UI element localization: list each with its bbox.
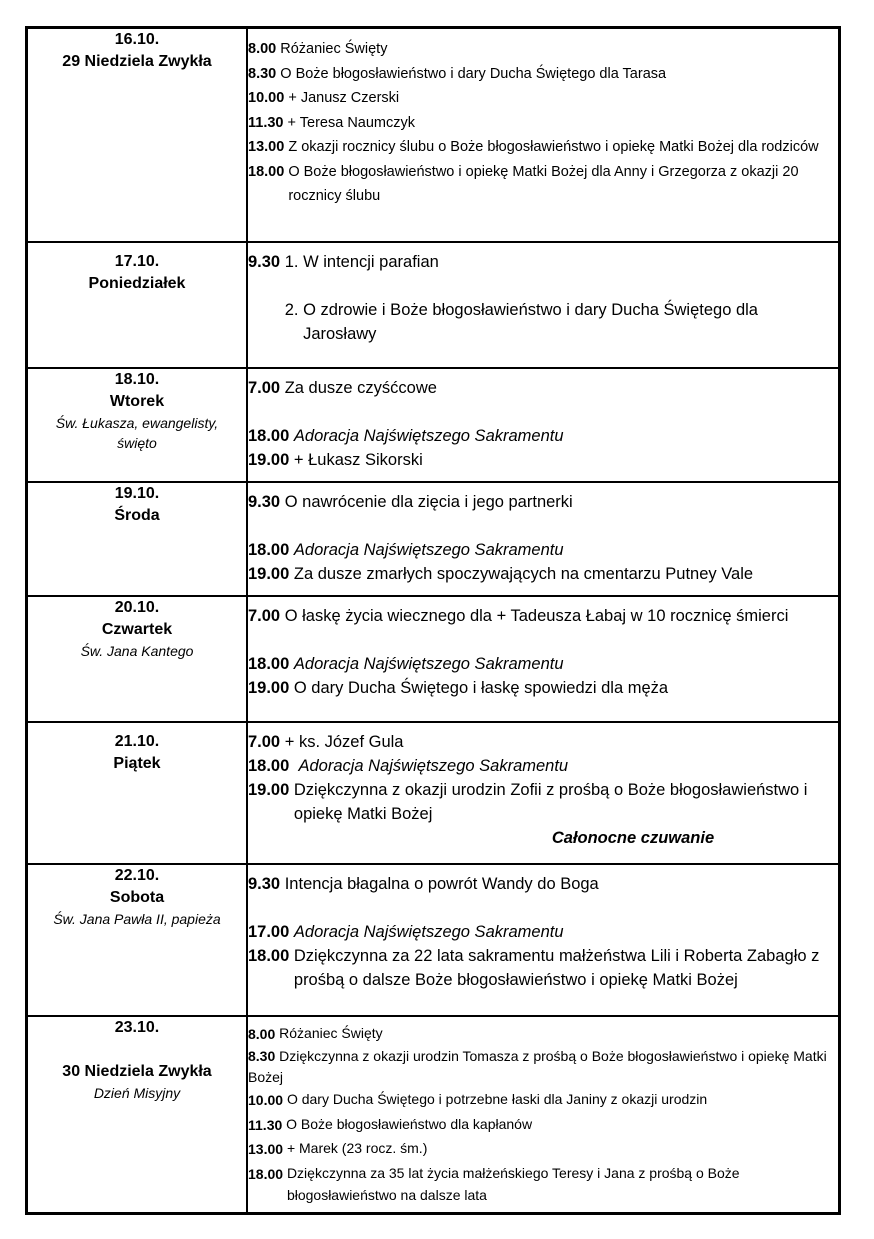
mass-intention: Dziękczynna z okazji urodzin Zofii z prośbą o Boże błogosławieństwo i opiekę Matki Bożej <box>293 780 808 823</box>
mass-intention: Różaniec Święty <box>280 41 388 57</box>
mass-entry <box>248 920 838 944</box>
mass-entry <box>248 538 838 562</box>
mass-time: 18.00 <box>248 540 290 559</box>
mass-intention: Adoracja Najświętszego Sakramentu <box>293 654 564 673</box>
mass-entry <box>248 1162 838 1206</box>
mass-list <box>247 864 840 1016</box>
day-name: 29 Niedziela Zwykła <box>62 53 212 70</box>
mass-entry <box>248 778 838 826</box>
mass-time: 18.00 <box>248 1165 284 1182</box>
mass-time: 19.00 <box>248 450 290 469</box>
day-row <box>27 368 840 482</box>
feast-name: Św. Łukasza, ewangelisty, święto <box>55 414 219 451</box>
mass-entry <box>248 448 838 472</box>
day-row <box>27 28 840 242</box>
day-cell <box>27 596 248 722</box>
mass-time: 18.00 <box>248 654 290 673</box>
mass-schedule-table <box>25 26 841 1215</box>
mass-entry <box>248 135 838 160</box>
mass-intention: Dziękczynna za 22 lata sakramentu małżeństwa Lili i Roberta Zabagło z prośbą o dalsze Boże błogosławieństwo i opiekę Matki Bożej <box>293 946 820 989</box>
mass-time: 7.00 <box>248 378 281 397</box>
mass-time: 13.00 <box>248 1141 284 1157</box>
mass-intention: + Teresa Naumczyk <box>287 114 415 131</box>
mass-intention: O dary Ducha Świętego i łaskę spowiedzi dla męża <box>293 678 669 697</box>
mass-intention: O łaskę życia wiecznego dla + Tadeusza Łabaj w 10 rocznicę śmierci <box>284 606 789 625</box>
numbered-intention <box>285 250 838 274</box>
mass-list <box>247 596 840 722</box>
mass-entry <box>248 730 838 754</box>
mass-intention: Intencja błagalna o powrót Wandy do Boga <box>284 874 599 893</box>
item-number: 2. <box>284 300 299 319</box>
mass-time: 11.30 <box>248 1116 283 1133</box>
day-cell <box>27 242 248 368</box>
day-cell <box>27 864 248 1016</box>
mass-intention: W intencji parafian <box>303 252 439 271</box>
mass-entry <box>248 1088 838 1113</box>
mass-intention: O nawrócenie dla zięcia i jego partnerki <box>284 492 573 511</box>
day-name: Sobota <box>109 888 165 906</box>
mass-time: 18.00 <box>248 426 290 445</box>
mass-time: 13.00 <box>248 139 285 155</box>
mass-entry <box>248 62 838 87</box>
mass-intention: Dziękczynna za 35 lat życia małżeńskiego Teresy i Jana z prośbą o Boże błogosławieństwo na dalsze lata <box>286 1164 740 1203</box>
day-date: 16.10. <box>114 31 160 48</box>
vigil-note: Całonocne czuwanie <box>551 828 715 847</box>
day-name: Środa <box>114 506 160 524</box>
day-row <box>27 596 840 722</box>
mass-intention: Adoracja Najświętszego Sakramentu <box>293 426 564 445</box>
mass-list <box>247 28 840 242</box>
feast-name: Św. Jana Kantego <box>80 642 194 659</box>
mass-time: 8.00 <box>248 1025 276 1042</box>
day-cell <box>27 722 248 864</box>
day-row <box>27 242 840 368</box>
mass-time: 9.30 <box>248 492 281 511</box>
mass-entry <box>248 424 838 448</box>
feast-name: Dzień Misyjny <box>93 1084 181 1101</box>
mass-intention: O Boże błogosławieństwo i dary Ducha Świętego dla Tarasa <box>280 65 667 82</box>
mass-entry <box>248 676 838 700</box>
mass-list <box>247 368 840 482</box>
mass-entry <box>248 1113 838 1138</box>
day-row <box>27 1016 840 1214</box>
day-cell <box>27 368 248 482</box>
day-name: Poniedziałek <box>88 274 186 292</box>
mass-entry <box>248 111 838 136</box>
mass-time: 10.00 <box>248 1092 284 1108</box>
mass-list <box>247 1016 840 1214</box>
mass-entry <box>248 872 838 896</box>
day-name: Wtorek <box>109 392 165 410</box>
mass-intention: + Marek (23 rocz. śm.) <box>286 1140 428 1156</box>
mass-time: 8.00 <box>248 41 277 57</box>
mass-intention: Różaniec Święty <box>279 1024 383 1041</box>
mass-time: 18.00 <box>248 756 290 775</box>
mass-entry <box>248 37 838 62</box>
day-row <box>27 722 840 864</box>
mass-intention: Adoracja Najświętszego Sakramentu <box>293 540 564 559</box>
day-date: 17.10. <box>114 252 160 270</box>
mass-entry <box>248 652 838 676</box>
mass-time: 10.00 <box>248 90 285 106</box>
mass-intention: Za dusze czyśćcowe <box>284 378 437 397</box>
mass-time: 19.00 <box>248 780 290 799</box>
day-date: 18.10. <box>114 370 160 388</box>
mass-entry <box>248 1022 838 1047</box>
mass-intention: Za dusze zmarłych spoczywających na cmentarzu Putney Vale <box>293 564 754 583</box>
mass-entry <box>248 376 838 400</box>
mass-intention: + Janusz Czerski <box>288 90 400 106</box>
mass-time: 8.30 <box>248 1048 276 1064</box>
mass-intention: Dziękczynna z okazji urodzin Tomasza z prośbą o Boże błogosławieństwo i opiekę Matki Bożej <box>248 1048 827 1085</box>
mass-time: 7.00 <box>248 606 281 625</box>
item-number: 1. <box>284 252 299 271</box>
mass-intention: O Boże błogosławieństwo dla kapłanów <box>286 1115 533 1132</box>
mass-intention: + Łukasz Sikorski <box>293 450 423 469</box>
mass-time: 19.00 <box>248 564 290 583</box>
day-name: 30 Niedziela Zwykła <box>62 1062 212 1080</box>
mass-entry <box>248 250 838 346</box>
mass-entry <box>248 86 838 111</box>
mass-time: 18.00 <box>248 946 290 965</box>
mass-time: 7.00 <box>248 732 281 751</box>
mass-intention: O Boże błogosławieństwo i opiekę Matki Bożej dla Anny i Grzegorza z okazji 20 rocznicy ślubu <box>288 163 799 204</box>
mass-entry <box>248 604 838 628</box>
mass-intention: O zdrowie i Boże błogosławieństwo i dary Ducha Świętego dla Jarosławy <box>303 300 758 343</box>
day-name: Czwartek <box>101 620 173 638</box>
mass-intention: Adoracja Najświętszego Sakramentu <box>293 922 564 941</box>
mass-entry <box>248 160 838 209</box>
day-name: Piątek <box>113 754 161 772</box>
mass-list <box>247 722 840 864</box>
day-date: 19.10. <box>114 484 160 502</box>
mass-time: 18.00 <box>248 163 285 180</box>
mass-entry <box>248 1046 838 1088</box>
day-row <box>27 864 840 1016</box>
numbered-intention <box>285 298 838 346</box>
day-cell <box>27 1016 248 1214</box>
day-cell <box>27 482 248 596</box>
day-date: 21.10. <box>114 732 160 750</box>
mass-intention: Adoracja Najświętszego Sakramentu <box>298 756 569 775</box>
mass-intention: O dary Ducha Świętego i potrzebne łaski dla Janiny z okazji urodzin <box>286 1091 708 1107</box>
day-date: 22.10. <box>114 866 160 884</box>
day-cell <box>27 28 248 242</box>
day-date: 20.10. <box>114 598 160 616</box>
mass-time: 9.30 <box>248 874 281 893</box>
mass-time: 17.00 <box>248 922 290 941</box>
mass-entry <box>248 1137 838 1162</box>
day-date: 23.10. <box>114 1018 160 1036</box>
mass-list <box>247 482 840 596</box>
mass-time: 8.30 <box>248 65 277 82</box>
day-row <box>27 482 840 596</box>
mass-list <box>247 242 840 368</box>
mass-time: 11.30 <box>248 114 284 131</box>
mass-intention: + ks. Józef Gula <box>284 732 404 751</box>
mass-entry <box>248 562 838 586</box>
mass-time: 19.00 <box>248 678 290 697</box>
mass-entry <box>248 490 838 514</box>
feast-name: Św. Jana Pawła II, papieża <box>53 910 221 927</box>
mass-time: 9.30 <box>248 252 281 271</box>
mass-entry <box>248 944 838 992</box>
mass-entry <box>248 754 838 778</box>
mass-intention: Z okazji rocznicy ślubu o Boże błogosławieństwo i opiekę Matki Bożej dla rodziców <box>288 139 819 155</box>
